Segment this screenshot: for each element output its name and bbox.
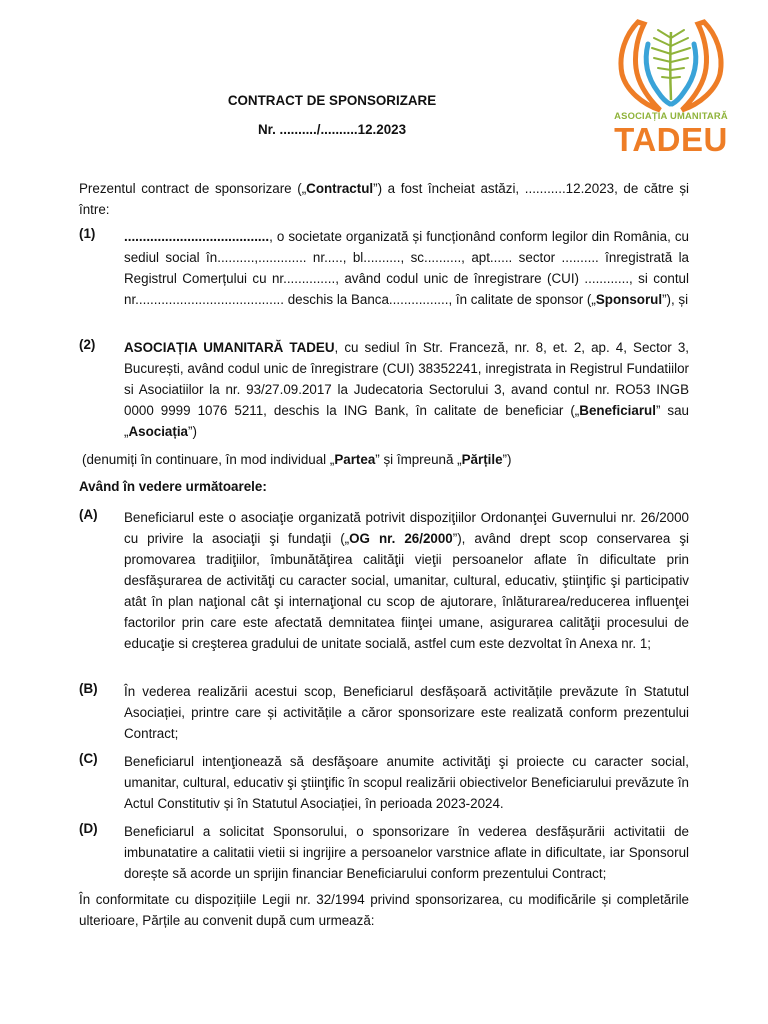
recital-b-text: În vederea realizării acestui scop, Beneficiarul desfășoară activitățile prevăzute în Statutul Asociației, printre care și activitățile a căror sponsorizare este realizată conform prezentului Contract; — [124, 684, 689, 741]
party-1-text — [124, 226, 689, 310]
intro-text-1: Prezentul contract de sponsorizare („ — [79, 181, 307, 196]
recital-b-label: (B) — [79, 681, 98, 696]
designation-text-1: (denumiți în continuare, în mod individual „ — [82, 452, 335, 467]
party-2-text — [124, 337, 689, 442]
parties-term: Părțile — [461, 452, 503, 467]
recital-a-text-1: Beneficiarul este o asociaţie organizată potrivit dispoziţiilor Ordonanţei Guvernului nr. 26/2000 cu privire la asociaţii şi fundaţii („ — [124, 510, 689, 546]
logo-text-tadeu: TADEU — [614, 121, 728, 158]
contract-term: Contractul — [306, 181, 374, 196]
sponsor-term: Sponsorul — [595, 292, 663, 307]
association-term: Asociația — [128, 424, 189, 439]
contract-number: Nr. ........../..........12.2023 — [257, 122, 407, 137]
designation-paragraph — [82, 449, 692, 470]
beneficiary-term: Beneficiarul — [579, 403, 656, 418]
recital-c-text: Beneficiarul intenţionează să desfăşoare anumite activităţi şi proiecte cu caracter social, umanitar, cultural, educativ şi ştiinţific în scopul realizării obiectivelor Beneficiarului prevăzute în Actul Constitutiv și în Statutul Asociației, în perioada 2023-2024. — [124, 754, 689, 811]
og-term: OG nr. 26/2000 — [349, 531, 453, 546]
party-2-or: ” sau „ — [124, 403, 689, 439]
party-1-details: , o societate organizată și funcționând conform legilor din România, cu sediul social în..........,............. nr....., bl.........., sc.........., apt...... sector .......... înregistrată la Registrul Comerțului cu nr.............., având codul unic de înregistrare (CUI) ............, si contul nr........................................ deschis la Banca................, în calitate de sponsor („ — [124, 229, 689, 307]
recital-d-label: (D) — [79, 821, 98, 836]
party-1-name-dots: ....................................... — [124, 229, 270, 244]
recital-c-label: (C) — [79, 751, 98, 766]
recital-d-text: Beneficiarul a solicitat Sponsorului, o sponsorizare în vederea desfășurării activitatii de imbunatatire a calitatii vietii si ingrijire a persoanelor varstnice aflate in dificultate, iar Sponsorul dorește să acorde un sprijin financiar Beneficiarului conform prezentului Contract; — [124, 824, 689, 881]
party-term: Partea — [334, 452, 376, 467]
designation-text-2: ” și împreună „ — [375, 452, 462, 467]
party-2-name: ASOCIAȚIA UMANITARĂ TADEU — [124, 340, 335, 355]
recital-a-text — [124, 507, 689, 654]
considering-heading: Având în vedere următoarele: — [79, 479, 267, 494]
recital-a-text-2: ”), având drept scop conservarea şi promovarea tradiţiilor, îmbunătăţirea calităţii vieţii persoanelor aflate în dificultate prin desfăşurarea de activităţi cu caracter social, umanitar, cultural, educativ, ştiinţific şi participativ atât în plan naţional cât şi internaţional cu scop de ajutorare, înlăturarea/reducerea influenţei factorilor prin care este afectată demnitatea fiinţei umane, asigurarea calităţii procesului de educaţie si creşterea gradului de unitate socială, astfel cum este dezvoltat în Anexa nr. 1; — [124, 531, 689, 651]
designation-text-3: ”) — [502, 452, 512, 467]
intro-text-2: ”) a fost încheiat astăzi, ...........12.2023, de către și între: — [79, 181, 689, 217]
intro-paragraph — [79, 178, 689, 220]
recital-a-label: (A) — [79, 507, 98, 522]
contract-title: CONTRACT DE SPONSORIZARE — [227, 93, 437, 108]
logo-text-association: ASOCIAȚIA UMANITARĂ — [614, 110, 728, 121]
party-2-end: ”) — [188, 424, 197, 439]
party-2-label: (2) — [79, 337, 96, 352]
party-2-details: , cu sediul în Str. Franceză, nr. 8, et. 2, ap. 4, Sector 3, București, având codul unic de înregistrare (CUI) 38352241, inregistrata in Registrul Fundatiilor si Asociatiilor la nr. 93/27.09.2017 la Judecatoria Sectorului 3, avand contul nr. RO53 INGB 0000 9999 1076 5211, deschis la ING Bank, în calitate de beneficiar („ — [124, 340, 689, 418]
party-1-label: (1) — [79, 226, 96, 241]
closing-paragraph: În conformitate cu dispozițiile Legii nr. 32/1994 privind sponsorizarea, cu modificările și completările ulterioare, Părțile au convenit după cum urmează: — [79, 892, 689, 928]
party-1-end: ”), și — [662, 292, 689, 307]
